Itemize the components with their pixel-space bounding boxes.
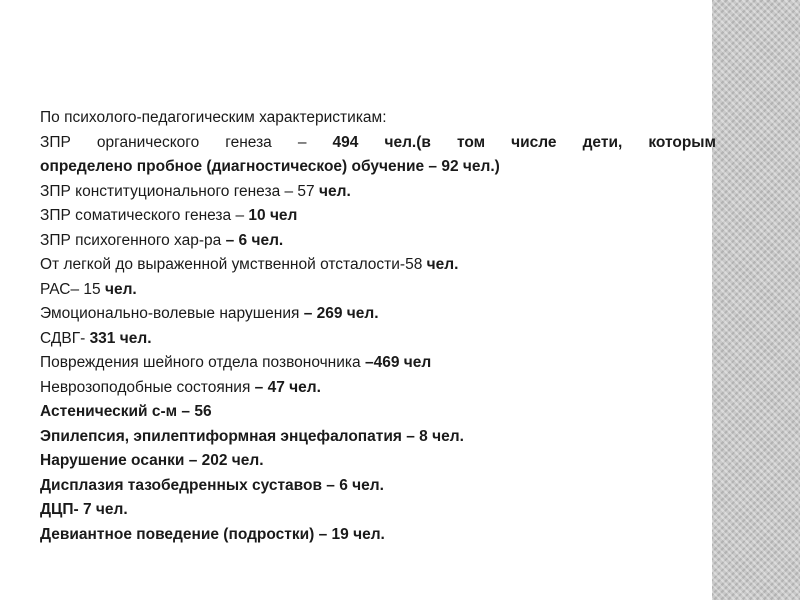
list-item: Астенический с-м – 56 [40,403,212,420]
list-item: Эпилепсия, эпилептиформная энцефалопатия – 8 чел. [40,427,464,445]
list-item: РАС– 15 чел. [40,280,137,298]
list-item: ЗПР соматического генеза – 10 чел [40,207,298,224]
list-item: От легкой до выраженной умственной отсталости-58 чел. [40,256,459,273]
slide-body [40,106,716,547]
list-item: СДВГ- 331 чел. [40,329,152,347]
list-item: Неврозоподобные состояния – 47 чел. [40,378,321,396]
list-item: Нарушение осанки – 202 чел. [40,452,264,469]
list-item: Девиантное поведение (подростки) – 19 чел. [40,525,385,543]
list-item: ДЦП- 7 чел. [40,501,128,518]
decorative-side-stripe [712,0,800,600]
list-item: Повреждения шейного отдела позвоночника –469 чел [40,354,432,371]
intro-line: По психолого-педагогическим характеристикам: [40,109,387,126]
list-item: Дисплазия тазобедренных суставов – 6 чел. [40,476,384,494]
list-item: ЗПР конституционального генеза – 57 чел. [40,182,351,200]
list-item: ЗПР органического генеза – 494 чел.(в том числе дети, которым [40,133,716,151]
list-item: определено пробное (диагностическое) обучение – 92 чел.) [40,158,500,175]
list-item: Эмоционально-волевые нарушения – 269 чел. [40,305,379,322]
list-item: ЗПР психогенного хар-ра – 6 чел. [40,231,284,249]
